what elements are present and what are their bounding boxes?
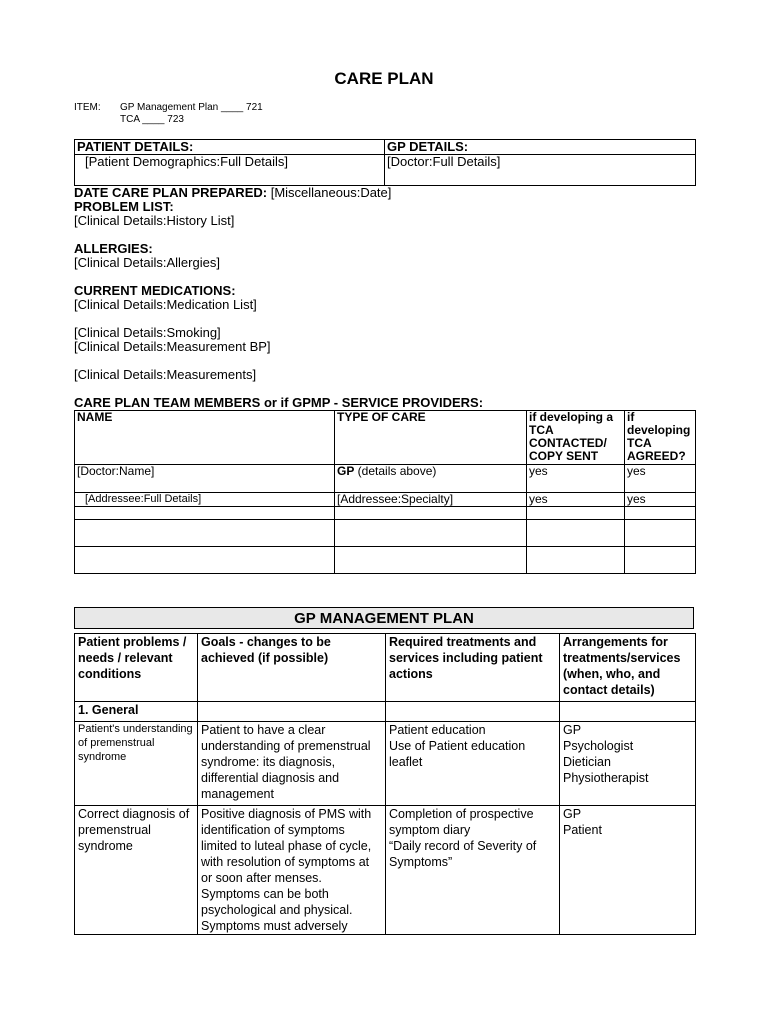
patient-details-header: PATIENT DETAILS:: [75, 140, 385, 155]
team-empty-cell: [527, 547, 625, 574]
problem-list-value: [Clinical Details:History List]: [74, 213, 235, 228]
date-prepared: [74, 186, 391, 200]
team-empty-cell: [527, 507, 625, 520]
gpmp-row1-arrange-1: GP: [563, 723, 582, 737]
team-row1-contacted: yes: [527, 465, 625, 493]
gpmp-header-treatments: Required treatments and services including patient actions: [386, 634, 560, 702]
team-table: [74, 410, 696, 574]
problem-list-label: PROBLEM LIST:: [74, 199, 174, 214]
gpmp-row1-goal: Patient to have a clear understanding of premenstrual syndrome: its diagnosis, differential diagnosis and management: [198, 722, 386, 806]
gpmp-row1-treatment-1: Patient education: [389, 723, 486, 737]
team-header-agreed: if developing TCA AGREED?: [625, 411, 696, 465]
gpmp-row2-goal: Positive diagnosis of PMS with identification of symptoms limited to luteal phase of cycle, with resolution of symptoms at or soon after menses. Symptoms can be both psychological and physical. Symptoms must adversely: [198, 806, 386, 935]
date-prepared-label: DATE CARE PLAN PREPARED:: [74, 185, 268, 200]
gpmp-table: [74, 633, 696, 935]
team-header-contacted: if developing a TCA CONTACTED/ COPY SENT: [527, 411, 625, 465]
team-empty-cell: [335, 507, 527, 520]
gpmp-empty-cell: [560, 702, 696, 722]
team-empty-cell: [75, 507, 335, 520]
gpmp-row1-treatment-2: Use of Patient education leaflet: [389, 739, 526, 769]
team-empty-cell: [625, 547, 696, 574]
gpmp-empty-cell: [198, 702, 386, 722]
item-label: ITEM:: [74, 102, 101, 113]
gpmp-section-general: 1. General: [75, 702, 198, 722]
team-empty-cell: [75, 520, 335, 547]
gpmp-row2-arrange-1: GP: [563, 807, 582, 821]
team-empty-cell: [335, 520, 527, 547]
team-empty-cell: [625, 507, 696, 520]
team-row2-contacted: yes: [527, 493, 625, 507]
gpmp-row2-problem: Correct diagnosis of premenstrual syndrome: [75, 806, 198, 935]
medications-label: CURRENT MEDICATIONS:: [74, 283, 236, 298]
smoking-value: [Clinical Details:Smoking]: [74, 325, 221, 340]
measurements-value: [Clinical Details:Measurements]: [74, 367, 257, 382]
gpmp-header-problems: Patient problems / needs / relevant conditions: [75, 634, 198, 702]
item-tca: TCA ____ 723: [120, 114, 184, 125]
date-prepared-value: [Miscellaneous:Date]: [270, 185, 392, 200]
team-empty-cell: [625, 520, 696, 547]
gpmp-row2-treatment: [386, 806, 560, 935]
team-row2-type: [Addressee:Specialty]: [335, 493, 527, 507]
team-empty-cell: [75, 547, 335, 574]
gpmp-header-goals: Goals - changes to be achieved (if possible): [198, 634, 386, 702]
page-title: CARE PLAN: [334, 69, 434, 88]
gpmp-row1-arrange-2: Psychologist: [563, 739, 634, 753]
team-empty-cell: [335, 547, 527, 574]
gpmp-row2-arrangements: [560, 806, 696, 935]
gpmp-row1-problem: Patient's understanding of premenstrual syndrome: [75, 722, 198, 806]
gpmp-row2-arrange-2: Patient: [563, 823, 602, 837]
team-row2-name: [Addressee:Full Details]: [75, 493, 335, 507]
gpmp-row1-arrange-3: Dietician: [563, 755, 611, 769]
gpmp-row1-arrangements: [560, 722, 696, 806]
gpmp-title: GP MANAGEMENT PLAN: [74, 607, 694, 629]
team-row1-type: [335, 465, 527, 493]
team-header-type: TYPE OF CARE: [335, 411, 527, 465]
team-header-name: NAME: [75, 411, 335, 465]
gp-details-header: GP DETAILS:: [385, 140, 696, 155]
gpmp-row2-treatment-1: Completion of prospective symptom diary: [389, 807, 534, 837]
details-table: [74, 139, 696, 186]
allergies-value: [Clinical Details:Allergies]: [74, 255, 220, 270]
team-row1-type-bold: GP: [337, 464, 355, 478]
gpmp-row1-treatment: [386, 722, 560, 806]
team-row1-agreed: yes: [625, 465, 696, 493]
team-row1-type-rest: (details above): [354, 464, 437, 478]
team-row1-name: [Doctor:Name]: [75, 465, 335, 493]
gp-details-value: [Doctor:Full Details]: [385, 155, 696, 186]
patient-details-value: [Patient Demographics:Full Details]: [75, 155, 385, 186]
medications-value: [Clinical Details:Medication List]: [74, 297, 257, 312]
team-heading: CARE PLAN TEAM MEMBERS or if GPMP - SERVICE PROVIDERS:: [74, 395, 484, 410]
gpmp-empty-cell: [386, 702, 560, 722]
team-row2-agreed: yes: [625, 493, 696, 507]
gpmp-row2-treatment-2: “Daily record of Severity of Symptoms”: [389, 839, 537, 869]
gpmp-header-arrangements: Arrangements for treatments/services (when, who, and contact details): [560, 634, 696, 702]
bp-value: [Clinical Details:Measurement BP]: [74, 339, 271, 354]
item-gp-management-plan: GP Management Plan ____ 721: [120, 102, 263, 113]
team-empty-cell: [527, 520, 625, 547]
gpmp-row1-arrange-4: Physiotherapist: [563, 771, 649, 785]
allergies-label: ALLERGIES:: [74, 241, 153, 256]
